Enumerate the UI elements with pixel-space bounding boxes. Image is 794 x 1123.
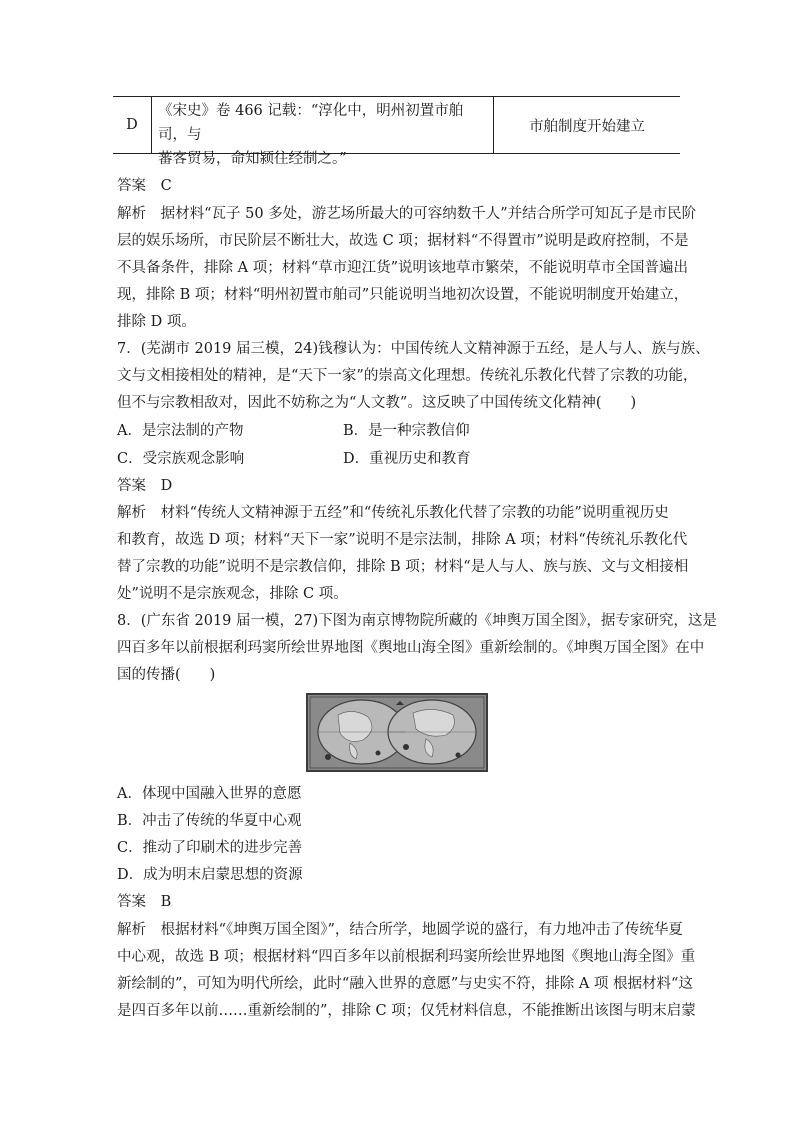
analysis-line: 替了宗教的功能”说明不是宗教信仰，排除 B 项；材料“是人与人、族与族、文与文相接相	[117, 559, 689, 575]
analysis-label: 解析	[117, 206, 146, 222]
table-material-cell	[152, 97, 494, 167]
option-a: A．体现中国融入世界的意愿	[117, 786, 302, 802]
analysis-line: 排除 D 项。	[117, 314, 196, 330]
answer-line	[117, 476, 172, 496]
table-option-cell: D	[113, 97, 152, 153]
option-b: B．是一种宗教信仰	[343, 423, 470, 439]
option-c: C．推动了印刷术的进步完善	[117, 840, 303, 856]
analysis-line	[117, 204, 696, 224]
analysis-line: 层的娱乐场所，市民阶层不断壮大，故选 C 项；据材料“不得置市”说明是政府控制，不是	[117, 233, 689, 249]
question-stem-line: 四百多年以前根据利玛窦所绘世界地图《舆地山海全图》重新绘制的。《坤舆万国全图》在中	[117, 640, 705, 656]
option-b: B．冲击了传统的华夏中心观	[117, 813, 302, 829]
question-stem-line: 8．(广东省 2019 届一模，27)下图为南京博物院所藏的《坤舆万国全图》，据专家研究，这是	[117, 613, 717, 629]
table-conclusion-cell: 市舶制度开始建立	[529, 118, 645, 135]
table-material-line: 蕃客贸易，命知颍往经制之。”	[158, 151, 347, 167]
option-d: D．重视历史和教育	[343, 451, 471, 467]
analysis-label: 解析	[117, 922, 146, 938]
analysis-line: 和教育，故选 D 项；材料“天下一家”说明不是宗法制，排除 A 项；材料“传统礼乐教化代	[117, 532, 688, 548]
analysis-text: 根据材料“《坤舆万国全图》”，结合所学，地圆学说的盛行，有力地冲击了传统华夏	[160, 922, 683, 938]
answer-line	[117, 176, 172, 196]
question-stem-line: 但不与宗教相敌对，因此不妨称之为“人文教”。这反映了中国传统文化精神( )	[117, 395, 637, 411]
analysis-line	[117, 920, 683, 940]
analysis-text: 据材料“瓦子 50 多处，游艺场所最大的可容纳数千人”并结合所学可知瓦子是市民阶	[160, 206, 697, 222]
analysis-line: 现，排除 B 项；材料“明州初置市舶司”只能说明当地初次设置，不能说明制度开始建立，	[117, 287, 689, 303]
answer-label: 答案	[117, 178, 146, 194]
analysis-line: 不具备条件，排除 A 项；材料“草市迎江货”说明该地草市繁荣，不能说明草市全国普遍出	[117, 260, 689, 276]
answer-label: 答案	[117, 894, 146, 910]
world-map-image	[306, 693, 488, 772]
option-d: D．成为明末启蒙思想的资源	[117, 867, 303, 883]
material-table	[113, 96, 680, 167]
answer-label: 答案	[117, 478, 146, 494]
analysis-line: 是四百多年以前……重新绘制的”，排除 C 项；仅凭材料信息，不能推断出该图与明末启蒙	[117, 1003, 696, 1019]
analysis-line	[117, 503, 669, 523]
answer-value: B	[160, 894, 172, 910]
answer-line	[117, 892, 171, 912]
question-stem-line: 文与文相接相处的精神，是“天下一家”的崇高文化理想。传统礼乐教化代替了宗教的功能，	[117, 368, 698, 384]
option-a: A．是宗法制的产物	[117, 423, 244, 439]
option-c: C．受宗族观念影响	[117, 451, 245, 467]
analysis-line: 中心观，故选 B 项；根据材料“四百多年以前根据利玛窦所绘世界地图《舆地山海全图》重	[117, 949, 696, 965]
answer-value: D	[160, 478, 173, 494]
analysis-line: 处”说明不是宗族观念，排除 C 项。	[117, 586, 348, 602]
table-material-line: 《宋史》卷 466 记载：“淳化中，明州初置市舶司，与	[158, 103, 464, 143]
analysis-line: 新绘制的”，可知为明代所绘，此时“融入世界的意愿”与史实不符，排除 A 项 根据材料“这	[117, 976, 693, 992]
analysis-text: 材料“传统人文精神源于五经”和“传统礼乐教化代替了宗教的功能”说明重视历史	[160, 505, 669, 521]
analysis-label: 解析	[117, 505, 146, 521]
question-stem-line: 国的传播( )	[117, 667, 216, 683]
question-stem-line: 7．(芜湖市 2019 届三模，24)钱穆认为：中国传统人文精神源于五经，是人与人、族与族、	[117, 341, 710, 357]
world-map-graphic	[308, 695, 486, 770]
answer-value: C	[160, 178, 172, 194]
